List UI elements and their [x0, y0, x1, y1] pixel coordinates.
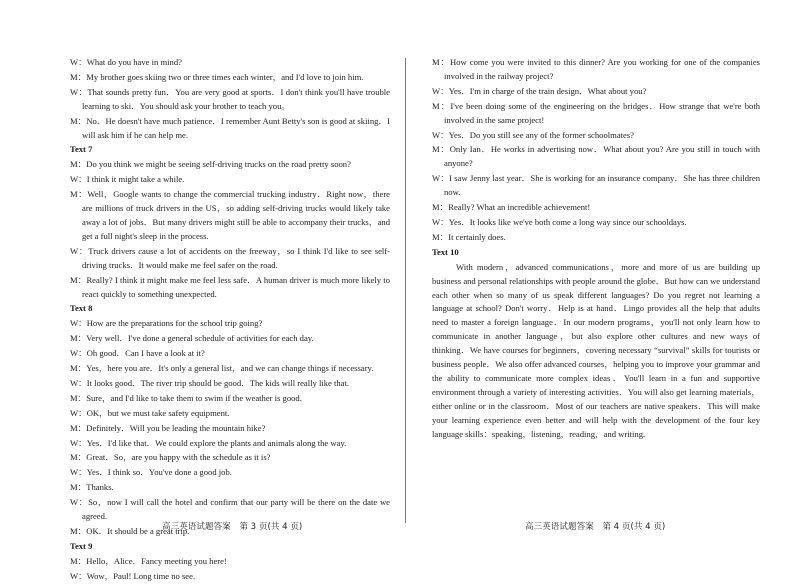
page-footer-left: 高三英语试题答案 第 3 页(共 4 页)	[162, 522, 303, 532]
dialogue-line: W：I saw Jenny last year．She is working for an insurance company．She has three children now.	[432, 173, 760, 198]
dialogue-line: W：What do you have in mind?	[70, 57, 182, 67]
page-footer-right: 高三英语试题答案 第 4 页(共 4 页)	[525, 522, 666, 532]
dialogue-line: W：Yes．I think so．You've done a good job.	[70, 467, 232, 478]
dialogue-line: M：OK．It should be a great trip.	[70, 526, 190, 536]
dialogue-line: M：Sure，and I'd like to take them to swim if the weather is good.	[70, 392, 302, 403]
dialogue-line: W：Yes．I'd like that．We could explore the plants and animals along the way.	[70, 437, 347, 448]
dialogue-line: M：Hello，Alice．Fancy meeting you here!	[70, 555, 227, 566]
dialogue-line: M：Really? What an incredible achievement!	[432, 202, 591, 213]
dialogue-line: W：Wow，Paul! Long time no see.	[70, 570, 196, 581]
dialogue-line: W：How are the preparations for the school trip going?	[70, 318, 263, 329]
page-divider	[405, 58, 406, 523]
dialogue-line: W：Yes．I'm in charge of the train design．What about you?	[432, 85, 647, 96]
dialogue-line: M：I've been doing some of the engineering on the bridges．How strange that we're both involved in the same project!	[432, 100, 760, 125]
dialogue-line: W：OK，but we must take safety equipment.	[70, 407, 230, 418]
dialogue-line: M：Very well．I've done a general schedule of activities for each day.	[70, 333, 314, 344]
dialogue-line: M：Great．So，are you happy with the schedule as it is?	[70, 452, 271, 463]
dialogue-line: M：Yes，here you are．It's only a general list，and we can change things if necessary.	[70, 363, 374, 374]
dialogue-line: M：Only Ian．He works in advertising now．What about you? Are you still in touch with anyone?	[432, 144, 760, 169]
dialogue-line: W：So，now I will call the hotel and confirm that our party will be there on the date we agreed.	[70, 497, 390, 522]
essay-paragraph: With modern，advanced communications，more and more of us are building up business and personal relationships with people around the globe．But how can we understand each other when so many of us speak different languages? Do you regret not learning a language at school? Don't worry．Help is at hand．Lingo provides all the help that adults need to master a foreign language．In our modern programs，you'll not only learn how to communicate in another language，but also explore other cultures and new ways of thinking．We have courses for beginners，covering necessary “survival” skills for tourists or business people．We also offer advanced courses，helping you to improve your grammar and the ability to communicate more complex ideas．You'll learn in a fun and supportive environment through a variety of interesting activities．You will also get learning materials，either online or in the classroom．Most of our teachers are native speakers．This will make your learning experience even better and will help with the development of the four key language skills：speaking，listening，reading，and writing.	[432, 261, 760, 439]
dialogue-line: M：Well，Google wants to change the commercial trucking industry．Right now，there are millions of truck drivers in the US，so adding self-driving trucks would likely take away a lot of jobs．But many drivers might still be able to accompany their trucks，and get a full night's sleep in the process.	[70, 189, 390, 241]
dialogue-line: M：My brother goes skiing two or three times each winter，and I'd love to join him.	[70, 71, 364, 82]
dialogue-line: M：It certainly does.	[432, 231, 506, 242]
dialogue-line: W：It looks good．The river trip should be good．The kids will really like that.	[70, 377, 350, 388]
dialogue-line: M：How come you were invited to this dinner? Are you working for one of the companies involved in the railway project?	[432, 57, 760, 81]
section-heading: Text 7	[70, 144, 93, 155]
dialogue-line: M：Do you think we might be seeing self-driving trucks on the road pretty soon?	[70, 159, 351, 170]
dialogue-line: W：Yes．Do you still see any of the former schoolmates?	[432, 129, 634, 140]
dialogue-line: W：Yes．It looks like we've both come a long way since our schooldays.	[432, 216, 687, 227]
dialogue-line: M：Really? I think it might make me feel less safe．A human driver is much more likely to react quickly to something unexpected.	[70, 274, 390, 299]
dialogue-line: W：Truck drivers cause a lot of accidents on the freeway，so I think I'd like to see self-driving trucks．It would make me feel safer on the road.	[70, 245, 390, 270]
dialogue-line: W：I think it might take a while.	[70, 174, 185, 185]
section-heading: Text 9	[70, 540, 93, 551]
dialogue-line: M：No．He doesn't have much patience．I remember Aunt Betty's son is good at skiing．I will ask him if he can help me.	[70, 115, 390, 140]
right-page-column	[432, 56, 760, 441]
dialogue-line: W：That sounds pretty fun．You are very good at sports．I don't think you'll have trouble learning to ski．You should ask your brother to teach you。	[70, 86, 390, 111]
dialogue-line: M：Definitely．Will you be leading the mountain hike?	[70, 422, 266, 433]
section-heading: Text 8	[70, 303, 93, 314]
dialogue-line: W：Oh good．Can I have a look at it?	[70, 348, 205, 359]
dialogue-line: M：Thanks.	[70, 482, 114, 493]
section-heading: Text 10	[432, 246, 459, 257]
left-page-column	[70, 56, 390, 585]
